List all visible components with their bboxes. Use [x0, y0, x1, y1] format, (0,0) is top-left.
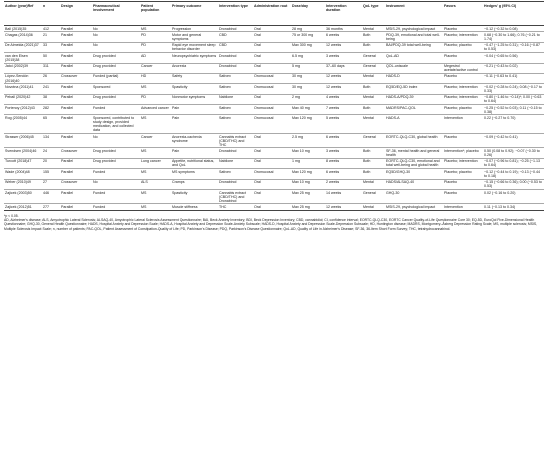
- table-cell: Sativex: [219, 74, 231, 79]
- column-header: Favors: [444, 3, 456, 8]
- table-cell: ALS: [141, 180, 148, 185]
- table-cell: −0.07 (−0.96 to 0.81); −0.25 (−1.13 to 0.64): [484, 159, 540, 168]
- table-cell: Max 10 mg: [292, 180, 310, 185]
- table-cell: De Almeida (2021)37: [5, 43, 39, 48]
- table-cell: Motor and general symptoms: [172, 32, 202, 42]
- table-cell: −0.12 (−0.44 to 0.19); −0.13 (−0.44 to 0.18): [484, 169, 540, 178]
- column-header: Patient population: [141, 3, 160, 12]
- table-row: [4, 94, 544, 104]
- column-header: Administration rout: [254, 3, 288, 8]
- table-cell: GHQ-30: [386, 190, 400, 195]
- table-cell: EQ5D/GHQ-30: [386, 169, 411, 174]
- table-cell: No: [93, 32, 98, 37]
- table-cell: MSIS-29, psychological impact: [386, 26, 436, 31]
- table-cell: 12 weeks: [326, 204, 342, 209]
- table-cell: Mental: [363, 204, 374, 209]
- table-cell: 8 weeks: [326, 159, 340, 164]
- table-row: [4, 32, 544, 42]
- table-cell: Sponsored, contributed to study design, provided medication, and collected data: [93, 115, 135, 133]
- table-cell: 3 weeks: [326, 149, 340, 153]
- table-cell: Rapid eye movement sleep behavior disorder: [172, 43, 216, 52]
- table-cell: MS: [141, 190, 147, 195]
- table-cell: Parallel: [61, 26, 73, 31]
- table-row: [4, 63, 544, 73]
- column-header: Hedges' g (95% CI): [484, 3, 517, 8]
- table-cell: 36 months: [326, 26, 343, 31]
- table-cell: Max 120 mg: [292, 115, 312, 120]
- table-cell: Max 40 mg: [292, 105, 310, 110]
- table-cell: 0.68 (−0.30 to 1.66); 0.76 (−0.21 to 1.74): [484, 32, 540, 42]
- table-cell: No: [93, 26, 98, 31]
- table-cell: Parallel: [61, 169, 73, 174]
- column-header: Instrument: [386, 3, 405, 8]
- table-cell: Dronabinol: [219, 64, 237, 69]
- table-cell: Oral: [254, 26, 261, 31]
- table-cell: 2.5 mg: [292, 134, 303, 139]
- table-cell: Both: [363, 32, 371, 37]
- table-cell: Sativex: [219, 115, 231, 120]
- table-cell: 20: [43, 159, 47, 164]
- table-cell: Placebo; placebo: [444, 169, 472, 174]
- table-cell: Turcott (2018)47: [5, 159, 32, 164]
- table-cell: 282: [43, 105, 49, 110]
- table-cell: 6 weeks: [326, 134, 340, 139]
- table-cell: 30 mg: [292, 84, 302, 89]
- table-cell: Spasticity: [172, 190, 188, 195]
- table-cell: Cannabis extract (CBD/THC) and THC: [219, 134, 246, 147]
- table-cell: Placebo: [444, 190, 457, 195]
- table-cell: 12 weeks: [326, 43, 342, 48]
- table-cell: Both: [363, 169, 371, 174]
- table-cell: Placebo; placebo: [444, 105, 472, 110]
- table-cell: Wade (2004)48: [5, 169, 30, 174]
- table-cell: −0.02 (−0.28 to 0.24); 0.08 (−0.17 to 0.33): [484, 84, 542, 93]
- table-cell: Svendsen (2004)46: [5, 149, 37, 153]
- table-cell: Placebo: [444, 74, 457, 79]
- table-cell: EORTC-QLQ-C30, emotional and total well-being and global health: [386, 159, 440, 168]
- table-cell: Mental: [363, 74, 374, 79]
- table-cell: 311: [43, 64, 49, 69]
- table-cell: −0.21 (−0.43 to 0.02): [484, 64, 518, 69]
- table-cell: −0.11 (−0.63 to 0.41): [484, 74, 518, 79]
- table-cell: PD: [141, 43, 146, 48]
- table-cell: BAI/PDQ-39 total well-being: [386, 43, 431, 48]
- table-cell: 0.11 (−0.13 to 0.34): [484, 204, 516, 209]
- table-cell: Oral: [254, 149, 261, 153]
- column-header: QoL type: [363, 3, 379, 8]
- table-cell: 12 weeks: [326, 74, 342, 79]
- table-cell: Pain: [172, 115, 180, 120]
- table-cell: 1 mg: [292, 159, 300, 164]
- table-cell: Weber (2010)49: [5, 180, 31, 185]
- table-cell: 6 weeks: [326, 169, 340, 174]
- table-cell: 277: [43, 204, 49, 209]
- column-header: Design: [61, 3, 73, 8]
- table-cell: MS: [141, 169, 147, 174]
- table-cell: Crossover: [61, 74, 78, 79]
- table-row: [4, 148, 544, 158]
- table-cell: Safety: [172, 74, 183, 79]
- table-row: [4, 133, 544, 147]
- table-cell: Pain: [172, 149, 180, 153]
- table-cell: General: [363, 190, 376, 195]
- table-row: [4, 73, 544, 83]
- table-cell: Parallel: [61, 84, 73, 89]
- table-cell: Parallel: [61, 134, 73, 139]
- table-cell: Oral: [254, 159, 261, 164]
- table-cell: 2 mg: [292, 95, 300, 100]
- table-cell: Sponsored: [93, 84, 111, 89]
- table-cell: Parallel: [61, 105, 73, 110]
- table-cell: Funded: [93, 169, 106, 174]
- table-cell: Spasticity: [172, 84, 188, 89]
- table-cell: −0.15 (−0.66 to 0.36); 0.00 (−0.53 to 0.53): [484, 180, 542, 189]
- table-cell: No: [93, 43, 98, 48]
- table-cell: MS: [141, 84, 147, 89]
- table-row: [4, 179, 544, 189]
- table-cell: −0.09 (−0.42 to 0.41): [484, 134, 518, 139]
- table-cell: Drug provided: [93, 149, 116, 153]
- table-cell: Both: [363, 43, 371, 48]
- table-cell: Intervention*; placebo: [444, 149, 479, 153]
- table-cell: Sativex: [219, 169, 231, 174]
- table-cell: Parallel: [61, 32, 73, 37]
- table-cell: Placebo: [444, 26, 457, 31]
- table-cell: Cancer: [141, 64, 153, 69]
- table-cell: 155: [43, 169, 49, 174]
- table-cell: AD: [141, 53, 146, 58]
- table-cell: HADS-A: [386, 115, 400, 120]
- table-cell: Peball (2020)42: [5, 95, 31, 100]
- table-cell: López-Sendón (2016)40: [5, 74, 29, 83]
- table-cell: van den Elsen (2015)38: [5, 53, 28, 62]
- table-cell: Oral: [254, 204, 261, 209]
- table-cell: 12 weeks: [326, 84, 342, 89]
- table-cell: PDQ-39, emotional and total well-being: [386, 32, 440, 42]
- table-cell: −0.47 (−1.25 to 0.31); −0.16 (−0.87 to 0.53): [484, 43, 540, 52]
- table-cell: Megestrol acetate/active control: [444, 64, 478, 73]
- table-cell: Max 10 mg: [292, 149, 310, 153]
- table-cell: 75 or 300 mg: [292, 32, 314, 37]
- table-cell: Novotna (2011)41: [5, 84, 34, 89]
- table-cell: Zajicek (2012)51: [5, 204, 32, 209]
- table-cell: Oral: [254, 134, 261, 139]
- table-body: [4, 26, 544, 211]
- table-row: [4, 158, 544, 168]
- table-cell: CBD: [219, 43, 227, 48]
- table-cell: PD: [141, 32, 146, 37]
- table-cell: EORTC-QLQ-C30, global health: [386, 134, 438, 139]
- table-cell: Max 300 mg: [292, 43, 312, 48]
- table-cell: Mental: [363, 115, 374, 120]
- table-cell: Dronabinol: [219, 26, 237, 31]
- table-cell: Drug provided: [93, 159, 116, 164]
- table-cell: Parallel: [61, 64, 73, 69]
- table-cell: Dronabinol: [219, 53, 237, 58]
- column-header: Intervention duration: [326, 3, 347, 12]
- table-cell: 30 mg: [292, 74, 302, 79]
- table-cell: Cannabis extract (CBD/THC) and Dronabinol: [219, 190, 246, 203]
- table-cell: Placebo; intervention: [444, 95, 478, 100]
- table-cell: Oromucosal: [254, 115, 274, 120]
- column-header: Intervention type: [219, 3, 248, 8]
- table-cell: Funded (partial): [93, 74, 119, 79]
- table-cell: 7 weeks: [326, 105, 340, 110]
- table-cell: MS: [141, 149, 147, 153]
- table-cell: 27: [43, 180, 47, 185]
- table-cell: Parallel: [61, 53, 73, 58]
- table-cell: Nabilone: [219, 95, 234, 100]
- table-cell: Parallel: [61, 190, 73, 195]
- table-cell: Placebo: [444, 53, 457, 58]
- table-cell: Oral: [254, 190, 261, 195]
- table-cell: 0.02 (−0.16 to 0.20): [484, 190, 516, 195]
- table-cell: Oromucosal: [254, 105, 274, 110]
- table-cell: THC: [219, 204, 227, 209]
- table-cell: Anorexia: [172, 64, 187, 69]
- table-cell: Oral: [254, 32, 261, 37]
- table-cell: Funded: [93, 190, 106, 195]
- table-cell: HD: [141, 74, 147, 79]
- table-cell: −0.04 (−0.65 to 0.56): [484, 53, 518, 58]
- table-cell: Parallel: [61, 115, 73, 120]
- table-cell: Crossover: [61, 149, 78, 153]
- table-cell: Placebo; intervention: [444, 159, 478, 164]
- table-cell: PD: [141, 95, 146, 100]
- table-cell: Mental: [363, 180, 374, 185]
- table-row: [4, 53, 544, 63]
- table-cell: Progression: [172, 26, 192, 31]
- table-cell: 6.5 mg: [292, 53, 303, 58]
- table-row: [4, 204, 544, 210]
- table-cell: Max 25 mg: [292, 204, 310, 209]
- table-cell: Oral: [254, 43, 261, 48]
- table-cell: HADS/ALSAQ-40: [386, 180, 415, 185]
- table-cell: Sativex: [219, 105, 231, 110]
- table-cell: Both: [363, 84, 371, 89]
- table-cell: Max 25 mg: [292, 190, 310, 195]
- table-cell: Oral: [254, 64, 261, 69]
- table-cell: Funded: [93, 204, 106, 209]
- document-page: [4, 1, 544, 231]
- table-cell: 26: [43, 74, 47, 79]
- table-cell: EQ5D/EQ-5D index: [386, 84, 418, 89]
- table-cell: Anorexia-cachexia syndrome: [172, 134, 202, 143]
- table-cell: Zajicek (2003)50: [5, 190, 32, 195]
- table-cell: 38: [43, 95, 47, 100]
- table-cell: 33: [43, 43, 47, 48]
- table-cell: Both: [363, 159, 371, 164]
- table-cell: 50: [43, 53, 47, 58]
- table-row: [4, 42, 544, 52]
- table-cell: −0.25 (−0.52 to 0.03); 0.11 (−0.15 to 0.38): [484, 105, 542, 114]
- table-cell: Lung cancer: [141, 159, 161, 164]
- table-row: [4, 105, 544, 115]
- table-cell: Oromucosal: [254, 74, 274, 79]
- table-cell: 2 weeks: [326, 180, 340, 185]
- table-cell: −0.12 (−0.32 to 0.08): [484, 26, 518, 31]
- table-cell: Mental: [363, 26, 374, 31]
- table-cell: QOL-uniscale: [386, 64, 408, 69]
- column-header: Primary outcome: [172, 3, 202, 8]
- table-cell: 241: [43, 84, 49, 89]
- study-characteristics-table: [4, 1, 544, 211]
- table-cell: 28 mg: [292, 26, 302, 31]
- table-cell: Intervention: [444, 204, 463, 209]
- table-cell: Oral: [254, 95, 261, 100]
- table-cell: MS: [141, 204, 147, 209]
- table-cell: Placebo: [444, 134, 457, 139]
- table-cell: Drug provided: [93, 53, 116, 58]
- table-cell: 412: [43, 26, 49, 31]
- table-row: [4, 84, 544, 94]
- table-cell: Oromucosal: [254, 84, 274, 89]
- significance-note: *p < 0.05.: [4, 213, 19, 218]
- table-cell: 134: [43, 134, 49, 139]
- table-cell: No: [93, 134, 98, 139]
- table-cell: Cramps: [172, 180, 185, 185]
- column-header: n: [43, 3, 46, 8]
- table-cell: Intervention: [444, 115, 463, 120]
- table-cell: Drug provided: [93, 64, 116, 69]
- table-cell: −0.80 (−1.46 to −0.14)*; 0.00 (−0.63 to 0.64): [484, 95, 542, 104]
- table-cell: Rog (2005)44: [5, 115, 27, 120]
- table-cell: Oral: [254, 53, 261, 58]
- table-cell: Placebo; placebo: [444, 43, 472, 48]
- table-cell: Dronabinol: [219, 180, 237, 185]
- column-header: Pharmaceutical involvement: [93, 3, 120, 12]
- table-cell: MS: [141, 115, 147, 120]
- table-cell: 0.22 (−0.27 to 0.70): [484, 115, 516, 120]
- table-cell: 6 weeks: [326, 32, 340, 37]
- table-cell: 24: [43, 149, 47, 153]
- table-cell: 21: [43, 32, 47, 37]
- table-cell: MS: [141, 26, 147, 31]
- table-cell: Mental: [363, 95, 374, 100]
- table-row: [4, 115, 544, 134]
- table-cell: 65: [43, 115, 47, 120]
- table-cell: Funded: [93, 105, 106, 110]
- table-cell: Parallel: [61, 204, 73, 209]
- table-cell: Placebo; intervention: [444, 84, 478, 89]
- column-header: Dose/day: [292, 3, 308, 8]
- table-cell: No: [93, 180, 98, 185]
- table-cell: Jatoi (2002)39: [5, 64, 28, 69]
- table-cell: QoL-AD: [386, 53, 399, 58]
- table-cell: 5 weeks: [326, 115, 340, 120]
- table-cell: Drug provided: [93, 95, 116, 100]
- table-cell: Placebo: [444, 180, 457, 185]
- table-cell: MSIS-29, psychological impact: [386, 204, 436, 209]
- header-row: [4, 2, 544, 26]
- table-cell: Both: [363, 105, 371, 110]
- table-cell: Neuropsychiatric symptoms: [172, 53, 217, 58]
- table-footnotes: [4, 214, 540, 232]
- table-cell: Sativex: [219, 84, 231, 89]
- table-cell: HADS-D: [386, 74, 400, 79]
- table-cell: Crossover: [61, 180, 78, 185]
- table-cell: Placebo; intervention: [444, 32, 478, 37]
- table-cell: Nabilone: [219, 159, 234, 164]
- table-cell: Strasser (2006)45: [5, 134, 34, 139]
- table-cell: Appetite, nutritional status, and QoL: [172, 159, 215, 168]
- table-cell: 37–60 days: [326, 64, 345, 69]
- table-row: [4, 169, 544, 179]
- table-cell: 446: [43, 190, 49, 195]
- table-cell: Oromucosal: [254, 169, 274, 174]
- table-row: [4, 189, 544, 203]
- table-cell: Parallel: [61, 43, 73, 48]
- table-cell: HADS-A/PDQ-39: [386, 95, 414, 100]
- table-cell: MADRS/PAC-QOL: [386, 105, 416, 110]
- table-cell: Cancer: [141, 134, 153, 139]
- table-cell: Portenoy (2012)43: [5, 105, 35, 110]
- table-cell: Nonmotor symptoms: [172, 95, 206, 100]
- table-cell: 14 weeks: [326, 190, 342, 195]
- table-cell: 4 weeks: [326, 95, 340, 100]
- table-cell: Parallel: [61, 159, 73, 164]
- table-cell: Parallel: [61, 95, 73, 100]
- table-cell: SF-36, mental health and general health: [386, 149, 440, 158]
- table-cell: Chagas (2014)36: [5, 32, 33, 37]
- table-cell: CBD: [219, 32, 227, 37]
- table-cell: 0.50 (0.08 to 0.92); −0.07 (−0.30 to 0.26): [484, 149, 540, 158]
- abbreviations-note: AD, Alzheimer's disease; ALS, Amyotrophic Lateral Sclerosis; ALSAQ-40, Amyotrophic Lateral Sclerosis Assessment Questionnaire; BAI, Beck Anxiety Inventory; BDI, Beck Depression Inventory; CBD, cannabidiol; CI, confidence interval; EORTC-QLQ-C30, EORTC Cancer Quality-of-Life Questionnaire Core 30; EQ-5D, EuroQol Five-Dimensional Health Questionnaire; GHQ-30, General Health Questionnaire; HADS, Hospital Anxiety and Depression Scale; HADS-A, Hospital Anxiety and Depression Scale-Anxiety Subscale; HADS-D, Hospital Anxiety and Depression Scale-Depression Subscale; HD, Huntington disease; MADRS, Montgomery–Åsberg Depression Rating Scale; MS, multiple sclerosis; MSIS, Multiple Sclerosis Impact Scale; n, number of patients; PAC-QOL, Patient Assessment of Constipation-Quality of Life; PD, Parkinson's Disease; PDQ, Parkinson's Disease Questionnaire; QoL-AD, Quality of Life in Alzheimer's Disease; SF-36, 36-Item Short Form Survey; THC, tetrahydrocannabinol.: [4, 218, 538, 231]
- table-cell: General: [363, 134, 376, 139]
- table-cell: Max 120 mg: [292, 169, 312, 174]
- table-cell: Both: [363, 149, 371, 153]
- table-cell: General: [363, 64, 376, 69]
- column-header: Author (year)Ref: [5, 3, 34, 8]
- table-cell: Oral: [254, 180, 261, 185]
- table-cell: Advanced cancer: [141, 105, 169, 110]
- table-cell: 5 mg: [292, 64, 300, 69]
- table-cell: Pain: [172, 105, 180, 110]
- table-cell: Dronabinol: [219, 149, 237, 153]
- table-cell: MS symptoms: [172, 169, 195, 174]
- table-cell: Muscle stiffness: [172, 204, 198, 209]
- table-cell: General: [363, 53, 376, 58]
- table-cell: Ball (2015)35: [5, 26, 27, 31]
- table-header: [4, 2, 544, 26]
- table-cell: 3 weeks: [326, 53, 340, 58]
